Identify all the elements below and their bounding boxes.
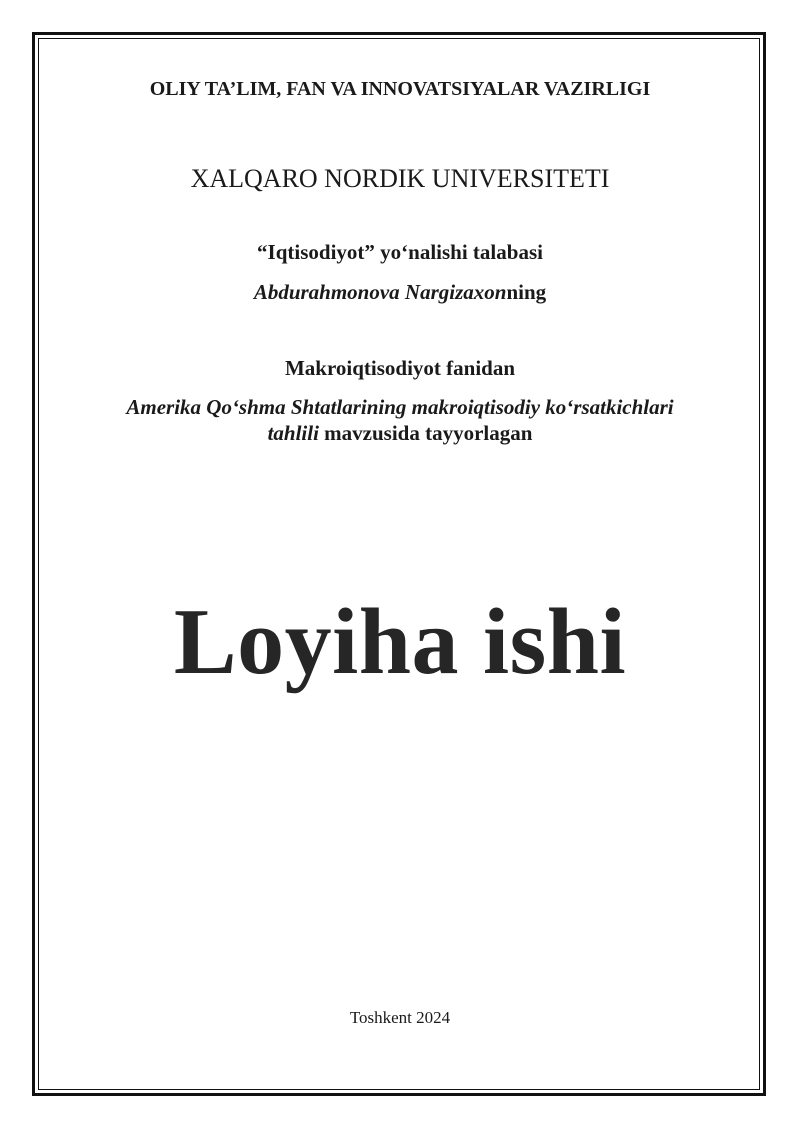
subject-line: Makroiqtisodiyot fanidan (284, 356, 516, 380)
student-name-line (0, 280, 800, 305)
student-name: Abdurahmonova Nargizaxon (253, 280, 507, 304)
topic-line-2 (0, 421, 800, 446)
university-name: XALQARO NORDIK UNIVERSITETI (190, 164, 610, 193)
topic-text-2: tahlili (267, 421, 319, 445)
student-name-suffix: ning (506, 280, 547, 304)
ministry-heading: OLIY TA’LIM, FAN VA INNOVATSIYALAR VAZIRLIGI (149, 78, 651, 100)
place-and-year: Toshkent 2024 (349, 1008, 451, 1027)
topic-text-1: Amerika Qo‘shma Shtatlarining makroiqtisodiy ko‘rsatkichlari (126, 395, 674, 419)
topic-suffix: mavzusida tayyorlagan (318, 421, 533, 445)
topic-line-1 (0, 395, 800, 420)
page-border-inner (38, 38, 760, 1090)
document-title: Loyiha ishi (173, 590, 627, 694)
study-direction-line: “Iqtisodiyot” yo‘nalishi talabasi (257, 240, 543, 264)
